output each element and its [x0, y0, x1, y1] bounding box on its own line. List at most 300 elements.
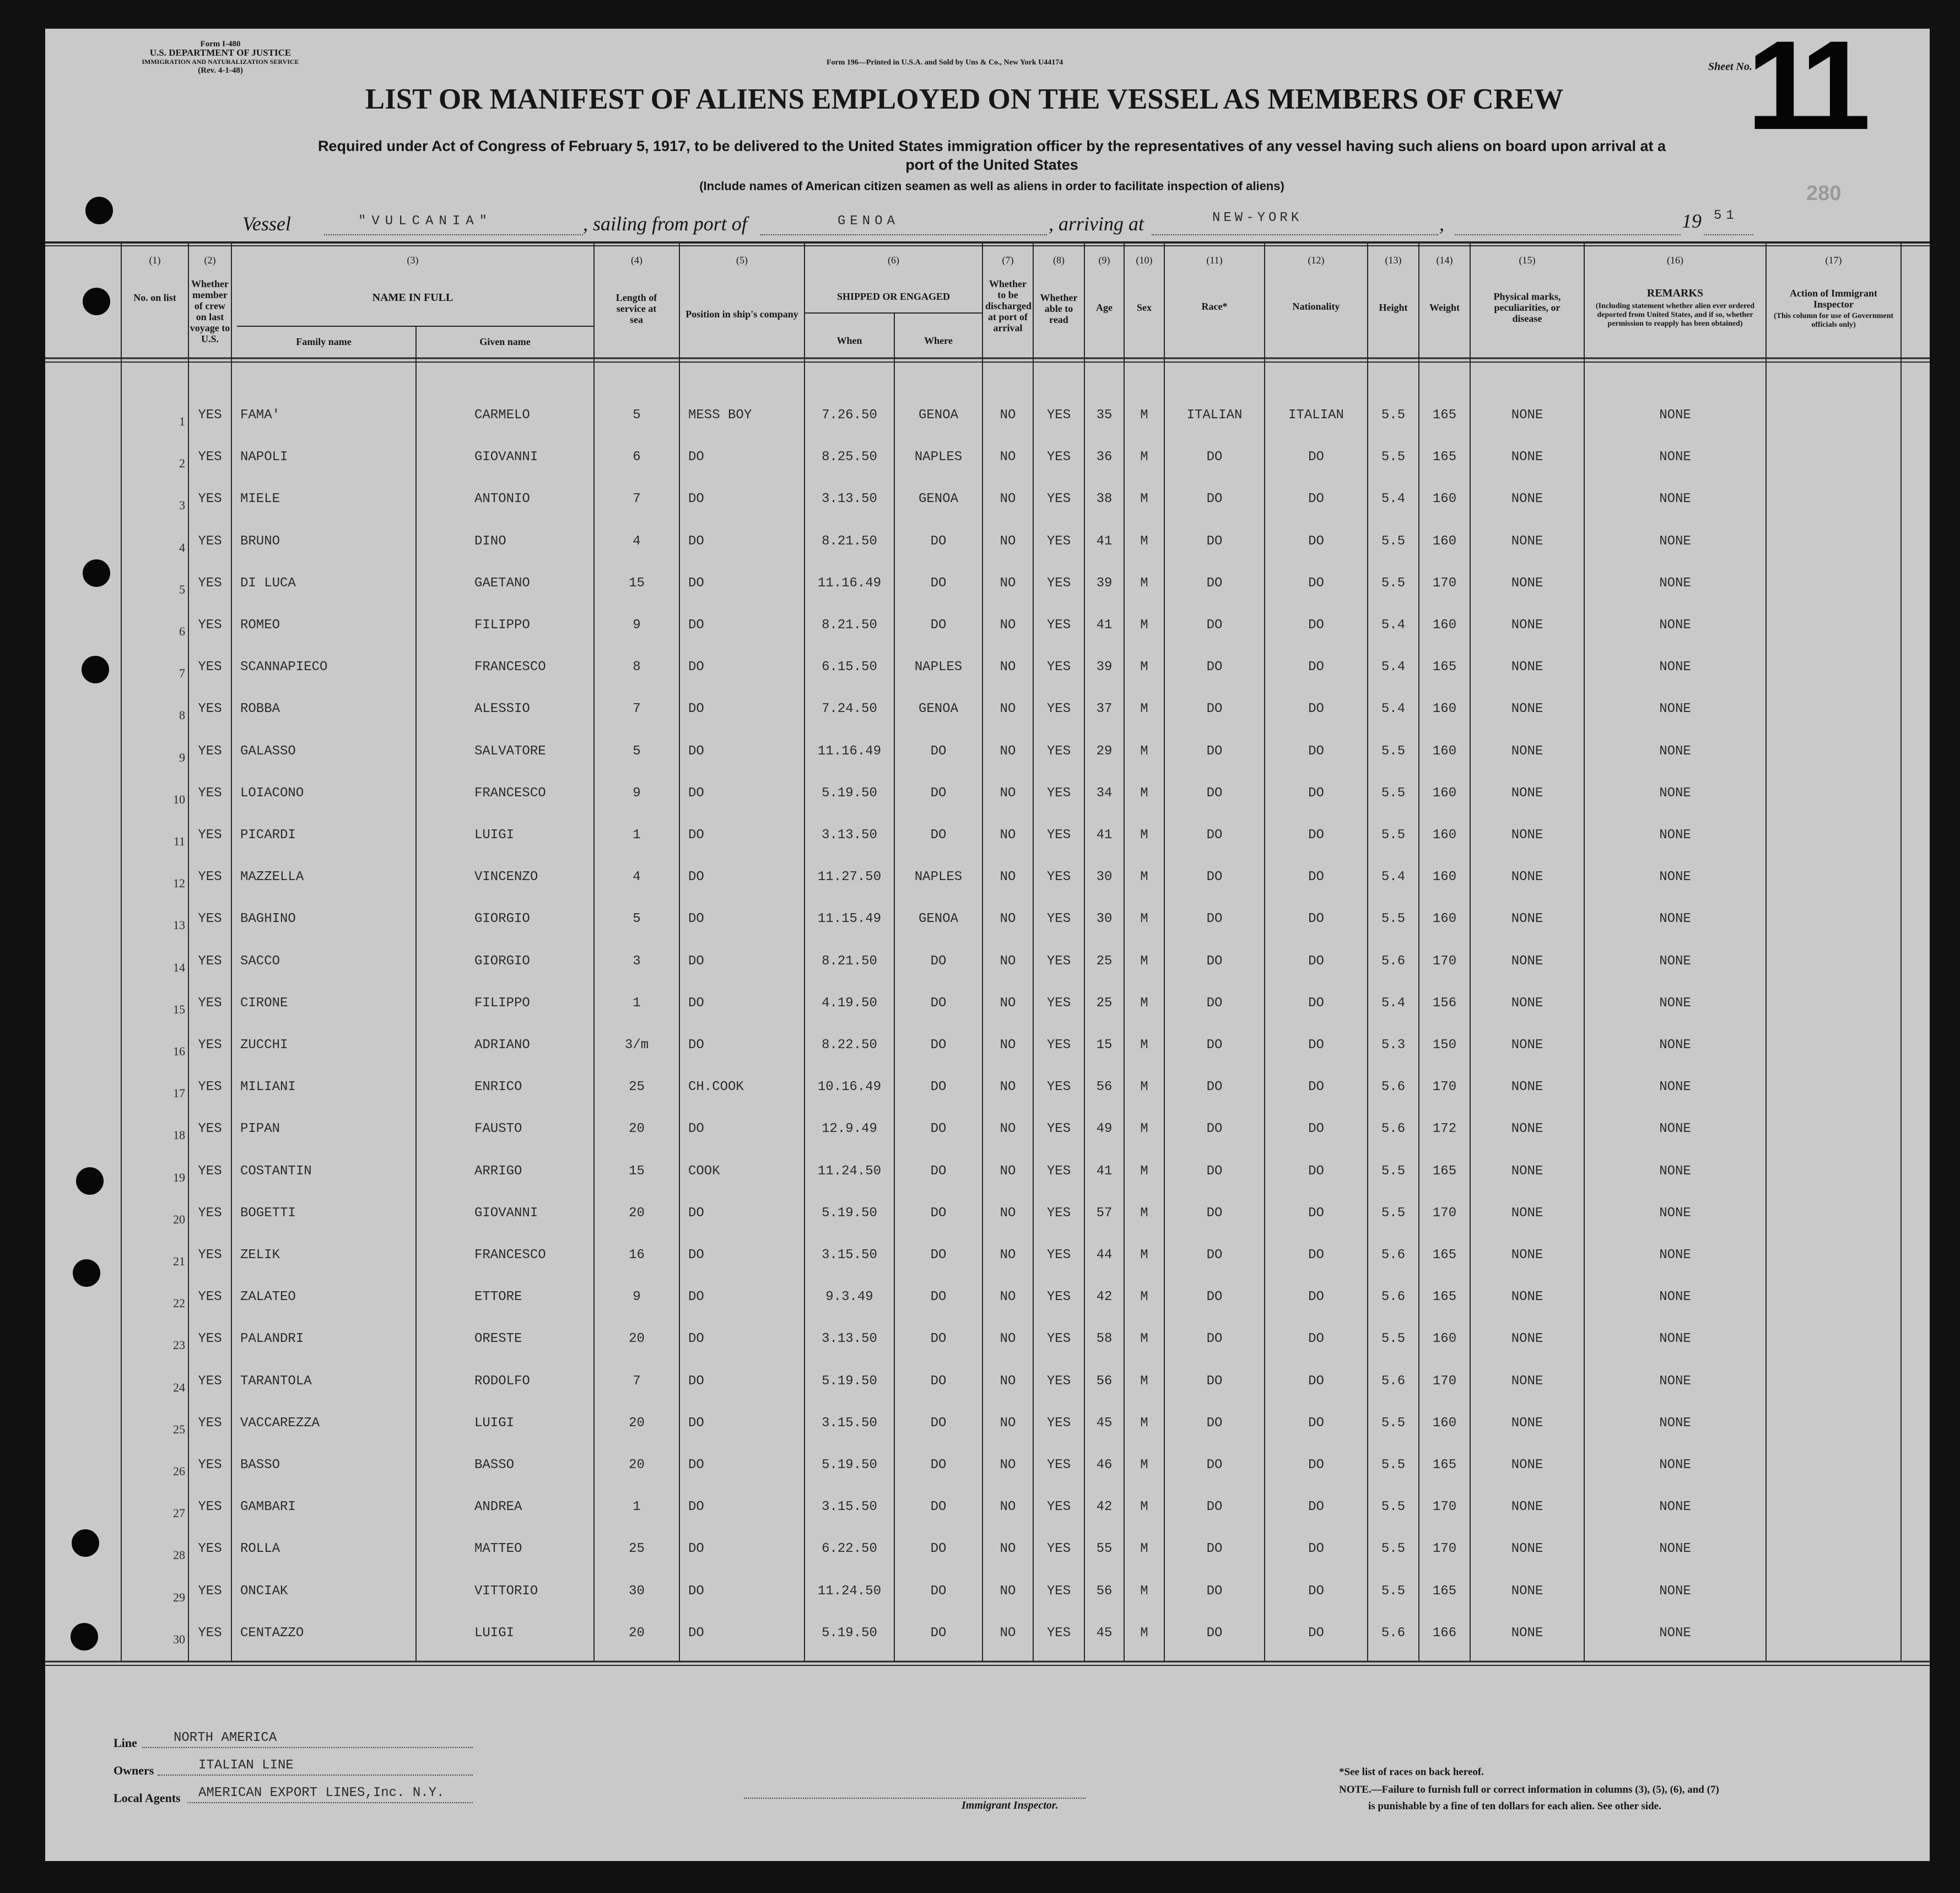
service-length-cell: 3/m	[624, 1038, 649, 1053]
given-name-cell: ORESTE	[474, 1331, 522, 1346]
service-length-cell: 25	[629, 1541, 645, 1556]
position-cell: DO	[688, 996, 704, 1011]
race-cell: DO	[1206, 1121, 1223, 1136]
shipped-when-cell: 11.16.49	[817, 744, 882, 759]
able-to-read-cell: YES	[1046, 912, 1071, 926]
col-3-header: NAME IN FULL	[372, 292, 453, 304]
family-name-cell: ZELIK	[240, 1248, 280, 1263]
race-cell: DO	[1206, 828, 1223, 843]
col-5-num: (5)	[736, 255, 748, 266]
nationality-cell: DO	[1308, 996, 1324, 1011]
able-to-read-cell: YES	[1046, 492, 1071, 506]
height-cell: 5.5	[1381, 786, 1406, 801]
row-number-cell: 25	[173, 1422, 185, 1436]
given-name-cell: BASSO	[474, 1458, 515, 1473]
remarks-cell: NONE	[1659, 702, 1691, 716]
sailing-label: , sailing from port of	[583, 213, 747, 235]
member-last-voyage-cell: YES	[198, 1038, 222, 1053]
sex-cell: M	[1140, 912, 1148, 926]
col-1-header: No. on list	[133, 292, 176, 303]
member-last-voyage-cell: YES	[198, 1458, 222, 1473]
col-1-num: (1)	[149, 255, 161, 266]
given-name-cell: ANTONIO	[474, 492, 530, 506]
weight-cell: 165	[1432, 1458, 1457, 1473]
able-to-read-cell: YES	[1046, 618, 1071, 633]
age-cell: 29	[1096, 744, 1113, 759]
able-to-read-cell: YES	[1046, 1626, 1071, 1641]
shipped-when-cell: 8.21.50	[822, 534, 877, 549]
given-name-cell: ANDREA	[474, 1500, 522, 1514]
shipped-when-cell: 3.15.50	[822, 1248, 877, 1263]
nationality-cell: DO	[1308, 450, 1324, 465]
remarks-cell: NONE	[1659, 492, 1691, 506]
sex-cell: M	[1140, 1080, 1148, 1094]
weight-cell: 160	[1432, 1331, 1457, 1346]
col-16-header: REMARKS	[1646, 287, 1704, 299]
shipped-where-cell: GENOA	[918, 912, 958, 926]
family-name-cell: MIELE	[240, 492, 280, 506]
given-name-cell: GIOVANNI	[474, 450, 538, 465]
shipped-when-cell: 8.21.50	[822, 618, 877, 633]
family-name-cell: GAMBARI	[240, 1500, 296, 1514]
stamp-number: 280	[1806, 182, 1842, 205]
col-15-num: (15)	[1519, 255, 1536, 266]
row-number-cell: 21	[173, 1254, 185, 1268]
remarks-cell: NONE	[1659, 408, 1691, 423]
member-last-voyage-cell: YES	[198, 828, 222, 843]
weight-cell: 165	[1432, 1164, 1457, 1179]
remarks-cell: NONE	[1659, 786, 1691, 801]
remarks-cell: NONE	[1659, 618, 1691, 633]
physical-marks-cell: NONE	[1511, 1206, 1543, 1221]
shipped-where-cell: DO	[930, 1080, 947, 1094]
table-row	[0, 1541, 1960, 1561]
weight-cell: 160	[1432, 534, 1457, 549]
col-16-num: (16)	[1667, 255, 1683, 266]
remarks-cell: NONE	[1659, 1080, 1691, 1094]
shipped-where-cell: DO	[930, 1584, 947, 1599]
remarks-cell: NONE	[1659, 870, 1691, 885]
remarks-cell: NONE	[1659, 660, 1691, 675]
race-cell: DO	[1206, 1584, 1223, 1599]
discharged-cell: NO	[1000, 954, 1016, 969]
weight-cell: 170	[1432, 1541, 1457, 1556]
subtitle-note: (Include names of American citizen seamen as well as aliens in order to facilitate inspection of aliens)	[699, 179, 1284, 193]
position-cell: DO	[688, 1416, 704, 1431]
table-row	[0, 1121, 1960, 1141]
note-line1: NOTE.—Failure to furnish full or correct information in columns (3), (5), (6), and (7)	[1339, 1784, 1719, 1795]
given-name-cell: GIOVANNI	[474, 1206, 538, 1221]
sex-cell: M	[1140, 1038, 1148, 1053]
able-to-read-cell: YES	[1046, 1206, 1071, 1221]
shipped-where-cell: DO	[930, 1416, 947, 1431]
family-name-cell: BAGHINO	[240, 912, 296, 926]
col-9-header: Age	[1096, 302, 1113, 313]
shipped-where-cell: DO	[930, 1374, 947, 1389]
nationality-cell: DO	[1308, 1500, 1324, 1514]
agents-label: Local Agents	[114, 1791, 181, 1805]
weight-cell: 165	[1432, 1584, 1457, 1599]
member-last-voyage-cell: YES	[198, 1080, 222, 1094]
weight-cell: 170	[1432, 1374, 1457, 1389]
position-cell: DO	[688, 660, 704, 675]
table-row	[0, 408, 1960, 428]
remarks-cell: NONE	[1659, 744, 1691, 759]
nationality-cell: DO	[1308, 786, 1324, 801]
sex-cell: M	[1140, 618, 1148, 633]
page-title: LIST OR MANIFEST OF ALIENS EMPLOYED ON THE VESSEL AS MEMBERS OF CREW	[365, 83, 1564, 115]
race-cell: DO	[1206, 1626, 1223, 1641]
weight-cell: 165	[1432, 450, 1457, 465]
height-cell: 5.4	[1381, 702, 1406, 716]
service-length-cell: 1	[633, 996, 641, 1011]
nationality-cell: DO	[1308, 1458, 1324, 1473]
height-cell: 5.5	[1381, 1500, 1406, 1514]
position-cell: DO	[688, 1290, 704, 1304]
discharged-cell: NO	[1000, 618, 1016, 633]
agents-value: AMERICAN EXPORT LINES,Inc. N.Y.	[198, 1786, 445, 1800]
service-length-cell: 15	[629, 576, 645, 591]
col-15-header: Physical marks, peculiarities, or disease	[1493, 291, 1561, 324]
height-cell: 5.4	[1381, 870, 1406, 885]
subtitle-line1: Required under Act of Congress of February 5, 1917, to be delivered to the United States immigration officer by the representatives of any vessel having such aliens on board upon arrival at a	[317, 138, 1666, 154]
discharged-cell: NO	[1000, 870, 1016, 885]
service-length-cell: 30	[629, 1584, 645, 1599]
position-cell: DO	[688, 450, 704, 465]
position-cell: MESS BOY	[688, 408, 752, 423]
age-cell: 15	[1096, 1038, 1113, 1053]
vessel-label: Vessel	[242, 213, 291, 235]
nationality-cell: DO	[1308, 618, 1324, 633]
nationality-cell: DO	[1308, 492, 1324, 506]
printer-note: Form 196—Printed in U.S.A. and Sold by Uns & Co., New York U44174	[827, 58, 1063, 67]
table-row	[0, 870, 1960, 889]
member-last-voyage-cell: YES	[198, 492, 222, 506]
col-12-num: (12)	[1308, 255, 1325, 266]
owners-dotline	[158, 1775, 473, 1776]
race-cell: DO	[1206, 786, 1223, 801]
race-cell: DO	[1206, 1290, 1223, 1304]
remarks-cell: NONE	[1659, 996, 1691, 1011]
position-cell: DO	[688, 1038, 704, 1053]
shipped-where-cell: DO	[930, 1500, 947, 1514]
height-cell: 5.6	[1381, 1248, 1406, 1263]
discharged-cell: NO	[1000, 1374, 1016, 1389]
service-length-cell: 3	[633, 954, 641, 969]
able-to-read-cell: YES	[1046, 408, 1071, 423]
height-cell: 5.4	[1381, 618, 1406, 633]
physical-marks-cell: NONE	[1511, 702, 1543, 716]
physical-marks-cell: NONE	[1511, 996, 1543, 1011]
service-length-cell: 1	[633, 828, 641, 843]
physical-marks-cell: NONE	[1511, 660, 1543, 675]
table-row	[0, 492, 1960, 511]
shipped-when-cell: 3.15.50	[822, 1416, 877, 1431]
shipped-where-cell: DO	[930, 1038, 947, 1053]
physical-marks-cell: NONE	[1511, 1331, 1543, 1346]
given-name-cell: GIORGIO	[474, 954, 530, 969]
col-7-header: Whether to be discharged at port of arrival	[985, 278, 1032, 333]
row-number-cell: 16	[173, 1044, 185, 1058]
weight-cell: 172	[1432, 1121, 1457, 1136]
shipped-where-cell: GENOA	[918, 492, 958, 506]
sex-cell: M	[1140, 828, 1148, 843]
race-cell: DO	[1206, 954, 1223, 969]
given-name-cell: LUIGI	[474, 1416, 515, 1431]
col-17-header: Action of Immigrant Inspector	[1790, 288, 1877, 310]
race-cell: DO	[1206, 702, 1223, 716]
height-cell: 5.4	[1381, 492, 1406, 506]
height-cell: 5.5	[1381, 408, 1406, 423]
family-name-cell: ZUCCHI	[240, 1038, 288, 1053]
nationality-cell: DO	[1308, 1416, 1324, 1431]
weight-cell: 160	[1432, 912, 1457, 926]
shipped-when-cell: 3.13.50	[822, 828, 877, 843]
position-cell: DO	[688, 870, 704, 885]
weight-cell: 160	[1432, 744, 1457, 759]
member-last-voyage-cell: YES	[198, 1500, 222, 1514]
discharged-cell: NO	[1000, 1416, 1016, 1431]
discharged-cell: NO	[1000, 1164, 1016, 1179]
position-cell: DO	[688, 828, 704, 843]
shipped-when-cell: 11.24.50	[817, 1584, 882, 1599]
punch-hole	[85, 197, 113, 224]
remarks-cell: NONE	[1659, 954, 1691, 969]
remarks-cell: NONE	[1659, 828, 1691, 843]
shipped-when-cell: 5.19.50	[822, 786, 877, 801]
shipped-when-cell: 7.26.50	[822, 408, 877, 423]
discharged-cell: NO	[1000, 1080, 1016, 1094]
able-to-read-cell: YES	[1046, 870, 1071, 885]
remarks-cell: NONE	[1659, 1500, 1691, 1514]
shipped-where-cell: DO	[930, 786, 947, 801]
col-6-when-header: When	[836, 335, 862, 346]
row-number-cell: 11	[173, 834, 185, 848]
discharged-cell: NO	[1000, 786, 1016, 801]
col-10-header: Sex	[1137, 302, 1152, 313]
shipped-when-cell: 3.13.50	[822, 1331, 877, 1346]
able-to-read-cell: YES	[1046, 1500, 1071, 1514]
nationality-cell: DO	[1308, 1038, 1324, 1053]
table-row	[0, 1374, 1960, 1394]
position-cell: DO	[688, 702, 704, 716]
service-length-cell: 20	[629, 1416, 645, 1431]
sex-cell: M	[1140, 408, 1148, 423]
age-cell: 41	[1096, 828, 1113, 843]
height-cell: 5.5	[1381, 1164, 1406, 1179]
physical-marks-cell: NONE	[1511, 1584, 1543, 1599]
shipped-when-cell: 6.15.50	[822, 660, 877, 675]
position-cell: DO	[688, 576, 704, 591]
age-cell: 25	[1096, 996, 1113, 1011]
col-4-num: (4)	[631, 255, 642, 266]
nationality-cell: DO	[1308, 1374, 1324, 1389]
form-number: Form I-480	[200, 40, 241, 48]
row-number-cell: 13	[173, 918, 185, 932]
col-3-family-header: Family name	[296, 336, 352, 347]
family-name-cell: PALANDRI	[240, 1331, 304, 1346]
height-cell: 5.5	[1381, 576, 1406, 591]
age-cell: 57	[1096, 1206, 1113, 1221]
discharged-cell: NO	[1000, 1500, 1016, 1514]
race-cell: DO	[1206, 492, 1223, 506]
member-last-voyage-cell: YES	[198, 1374, 222, 1389]
table-row	[0, 1331, 1960, 1351]
position-cell: DO	[688, 1541, 704, 1556]
member-last-voyage-cell: YES	[198, 450, 222, 465]
shipped-when-cell: 4.19.50	[822, 996, 877, 1011]
discharged-cell: NO	[1000, 828, 1016, 843]
remarks-cell: NONE	[1659, 534, 1691, 549]
service-length-cell: 9	[633, 1290, 641, 1304]
nationality-cell: DO	[1308, 1164, 1324, 1179]
row-number-cell: 7	[179, 666, 185, 680]
family-name-cell: CENTAZZO	[240, 1626, 304, 1641]
year-suffix: 51	[1714, 208, 1738, 223]
col-14-header: Weight	[1429, 302, 1460, 313]
position-cell: DO	[688, 1248, 704, 1263]
family-name-cell: VACCAREZZA	[240, 1416, 320, 1431]
remarks-cell: NONE	[1659, 1038, 1691, 1053]
remarks-cell: NONE	[1659, 1121, 1691, 1136]
able-to-read-cell: YES	[1046, 1331, 1071, 1346]
age-cell: 45	[1096, 1416, 1113, 1431]
able-to-read-cell: YES	[1046, 828, 1071, 843]
weight-cell: 170	[1432, 1500, 1457, 1514]
discharged-cell: NO	[1000, 1584, 1016, 1599]
member-last-voyage-cell: YES	[198, 1584, 222, 1599]
sex-cell: M	[1140, 702, 1148, 716]
age-cell: 38	[1096, 492, 1113, 506]
col-12-header: Nationality	[1292, 301, 1340, 312]
race-cell: DO	[1206, 660, 1223, 675]
sex-cell: M	[1140, 1290, 1148, 1304]
discharged-cell: NO	[1000, 1626, 1016, 1641]
sex-cell: M	[1140, 954, 1148, 969]
given-name-cell: RODOLFO	[474, 1374, 530, 1389]
col-4-header: Length of service at sea	[615, 292, 657, 325]
race-cell: DO	[1206, 576, 1223, 591]
position-cell: DO	[688, 744, 704, 759]
member-last-voyage-cell: YES	[198, 870, 222, 885]
height-cell: 5.5	[1381, 912, 1406, 926]
col-6-header: SHIPPED OR ENGAGED	[836, 291, 951, 302]
shipped-where-cell: NAPLES	[914, 660, 963, 675]
family-name-cell: BRUNO	[240, 534, 280, 549]
nationality-cell: DO	[1308, 1206, 1324, 1221]
race-cell: DO	[1206, 1248, 1223, 1263]
nationality-cell: DO	[1308, 1080, 1324, 1094]
col-11-header: Race*	[1201, 301, 1228, 312]
race-cell: DO	[1206, 1080, 1223, 1094]
member-last-voyage-cell: YES	[198, 996, 222, 1011]
able-to-read-cell: YES	[1046, 1541, 1071, 1556]
nationality-cell: DO	[1308, 1626, 1324, 1641]
discharged-cell: NO	[1000, 702, 1016, 716]
age-cell: 30	[1096, 912, 1113, 926]
race-cell: DO	[1206, 744, 1223, 759]
height-cell: 5.6	[1381, 954, 1406, 969]
family-name-cell: SACCO	[240, 954, 280, 969]
service-length-cell: 4	[633, 870, 641, 885]
weight-cell: 165	[1432, 660, 1457, 675]
able-to-read-cell: YES	[1046, 576, 1071, 591]
service-length-cell: 20	[629, 1626, 645, 1641]
sex-cell: M	[1140, 660, 1148, 675]
shipped-where-cell: DO	[930, 576, 947, 591]
remarks-cell: NONE	[1659, 1331, 1691, 1346]
arrival-dotline	[1152, 234, 1438, 235]
service-length-cell: 6	[633, 450, 641, 465]
age-cell: 37	[1096, 702, 1113, 716]
shipped-where-cell: DO	[930, 1541, 947, 1556]
row-number-cell: 14	[173, 961, 185, 974]
col-2-num: (2)	[204, 255, 216, 266]
member-last-voyage-cell: YES	[198, 1290, 222, 1304]
note-line2: is punishable by a fine of ten dollars for each alien. See other side.	[1368, 1800, 1661, 1812]
service-length-cell: 25	[629, 1080, 645, 1094]
service-length-cell: 20	[629, 1121, 645, 1136]
race-cell: DO	[1206, 1458, 1223, 1473]
service-length-cell: 7	[633, 1374, 641, 1389]
discharged-cell: NO	[1000, 660, 1016, 675]
col-17-note: (This column for use of Government officials only)	[1773, 312, 1894, 329]
nationality-cell: DO	[1308, 1584, 1324, 1599]
age-cell: 34	[1096, 786, 1113, 801]
able-to-read-cell: YES	[1046, 1458, 1071, 1473]
remarks-cell: NONE	[1659, 1458, 1691, 1473]
table-row	[0, 618, 1960, 638]
height-cell: 5.5	[1381, 450, 1406, 465]
family-name-cell: PICARDI	[240, 828, 296, 843]
family-name-cell: SCANNAPIECO	[240, 660, 328, 675]
height-cell: 5.5	[1381, 1458, 1406, 1473]
sheet-number: 11	[1747, 14, 1861, 156]
table-row	[0, 1584, 1960, 1604]
given-name-cell: LUIGI	[474, 1626, 515, 1641]
col-17-num: (17)	[1825, 255, 1842, 266]
discharged-cell: NO	[1000, 576, 1016, 591]
given-name-cell: DINO	[474, 534, 506, 549]
service-length-cell: 20	[629, 1206, 645, 1221]
able-to-read-cell: YES	[1046, 1248, 1071, 1263]
service-length-cell: 4	[633, 534, 641, 549]
service-length-cell: 16	[629, 1248, 645, 1263]
height-cell: 5.5	[1381, 828, 1406, 843]
discharged-cell: NO	[1000, 492, 1016, 506]
able-to-read-cell: YES	[1046, 1038, 1071, 1053]
row-number-cell: 4	[179, 541, 185, 554]
age-cell: 56	[1096, 1584, 1113, 1599]
member-last-voyage-cell: YES	[198, 618, 222, 633]
department: U.S. DEPARTMENT OF JUSTICE	[149, 47, 291, 58]
family-name-cell: ROLLA	[240, 1541, 280, 1556]
given-name-cell: GAETANO	[474, 576, 530, 591]
given-name-cell: VINCENZO	[474, 870, 538, 885]
member-last-voyage-cell: YES	[198, 786, 222, 801]
height-cell: 5.5	[1381, 534, 1406, 549]
family-name-cell: ONCIAK	[240, 1584, 288, 1599]
given-name-cell: LUIGI	[474, 828, 515, 843]
subtitle-line2: port of the United States	[905, 157, 1078, 173]
service-length-cell: 15	[629, 1164, 645, 1179]
age-cell: 56	[1096, 1080, 1113, 1094]
table-row	[0, 828, 1960, 848]
weight-cell: 170	[1432, 954, 1457, 969]
table-row	[0, 1164, 1960, 1184]
age-cell: 49	[1096, 1121, 1113, 1136]
weight-cell: 160	[1432, 786, 1457, 801]
